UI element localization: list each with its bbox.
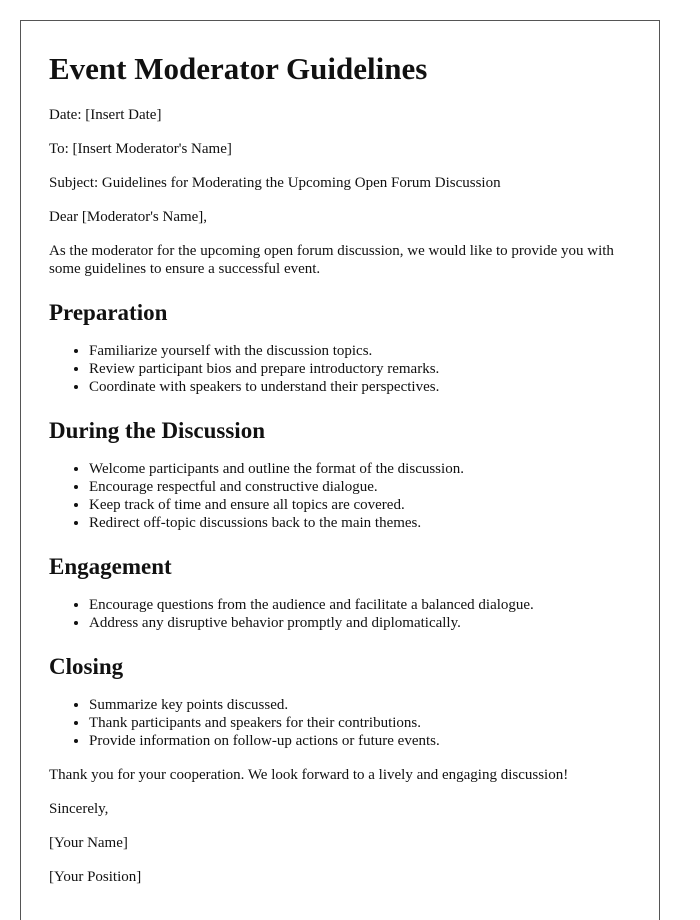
- sender-name: [Your Name]: [49, 835, 128, 851]
- sender-position: [Your Position]: [49, 869, 142, 885]
- closing-list: [49, 696, 631, 750]
- thanks-paragraph: Thank you for your cooperation. We look forward to a lively and engaging discussion!: [49, 767, 569, 783]
- preparation-list: [49, 342, 631, 396]
- subject-line: Subject: Guidelines for Moderating the Upcoming Open Forum Discussion: [49, 175, 501, 191]
- page-title: Event Moderator Guidelines: [49, 51, 428, 86]
- list-item: • Review participant bios and prepare introductory remarks.: [89, 360, 631, 378]
- list-item: • Keep track of time and ensure all topics are covered.: [89, 496, 631, 514]
- list-item: • Address any disruptive behavior promptly and diplomatically.: [89, 614, 631, 632]
- intro-paragraph: As the moderator for the upcoming open forum discussion, we would like to provide you with some guidelines to ensure a successful event.: [49, 243, 614, 277]
- list-item: • Welcome participants and outline the format of the discussion.: [89, 460, 631, 478]
- section-heading-preparation: Preparation: [49, 300, 168, 325]
- salutation: Dear [Moderator's Name],: [49, 209, 208, 225]
- list-item: • Provide information on follow-up actions or future events.: [89, 732, 631, 750]
- list-item: • Summarize key points discussed.: [89, 696, 631, 714]
- list-item: • Encourage respectful and constructive dialogue.: [89, 478, 631, 496]
- list-item: • Redirect off-topic discussions back to the main themes.: [89, 514, 631, 532]
- engagement-list: [49, 596, 631, 632]
- section-heading-engagement: Engagement: [49, 554, 172, 579]
- section-heading-closing: Closing: [49, 654, 124, 679]
- section-heading-during-discussion: During the Discussion: [49, 418, 265, 443]
- date-line: Date: [Insert Date]: [49, 107, 162, 123]
- list-item: • Familiarize yourself with the discussion topics.: [89, 342, 631, 360]
- list-item: • Encourage questions from the audience and facilitate a balanced dialogue.: [89, 596, 631, 614]
- recipient-line: To: [Insert Moderator's Name]: [49, 141, 232, 157]
- list-item: • Coordinate with speakers to understand their perspectives.: [89, 378, 631, 396]
- letter-page: [20, 20, 660, 920]
- list-item: • Thank participants and speakers for their contributions.: [89, 714, 631, 732]
- during-discussion-list: [49, 460, 631, 532]
- signoff: Sincerely,: [49, 801, 109, 817]
